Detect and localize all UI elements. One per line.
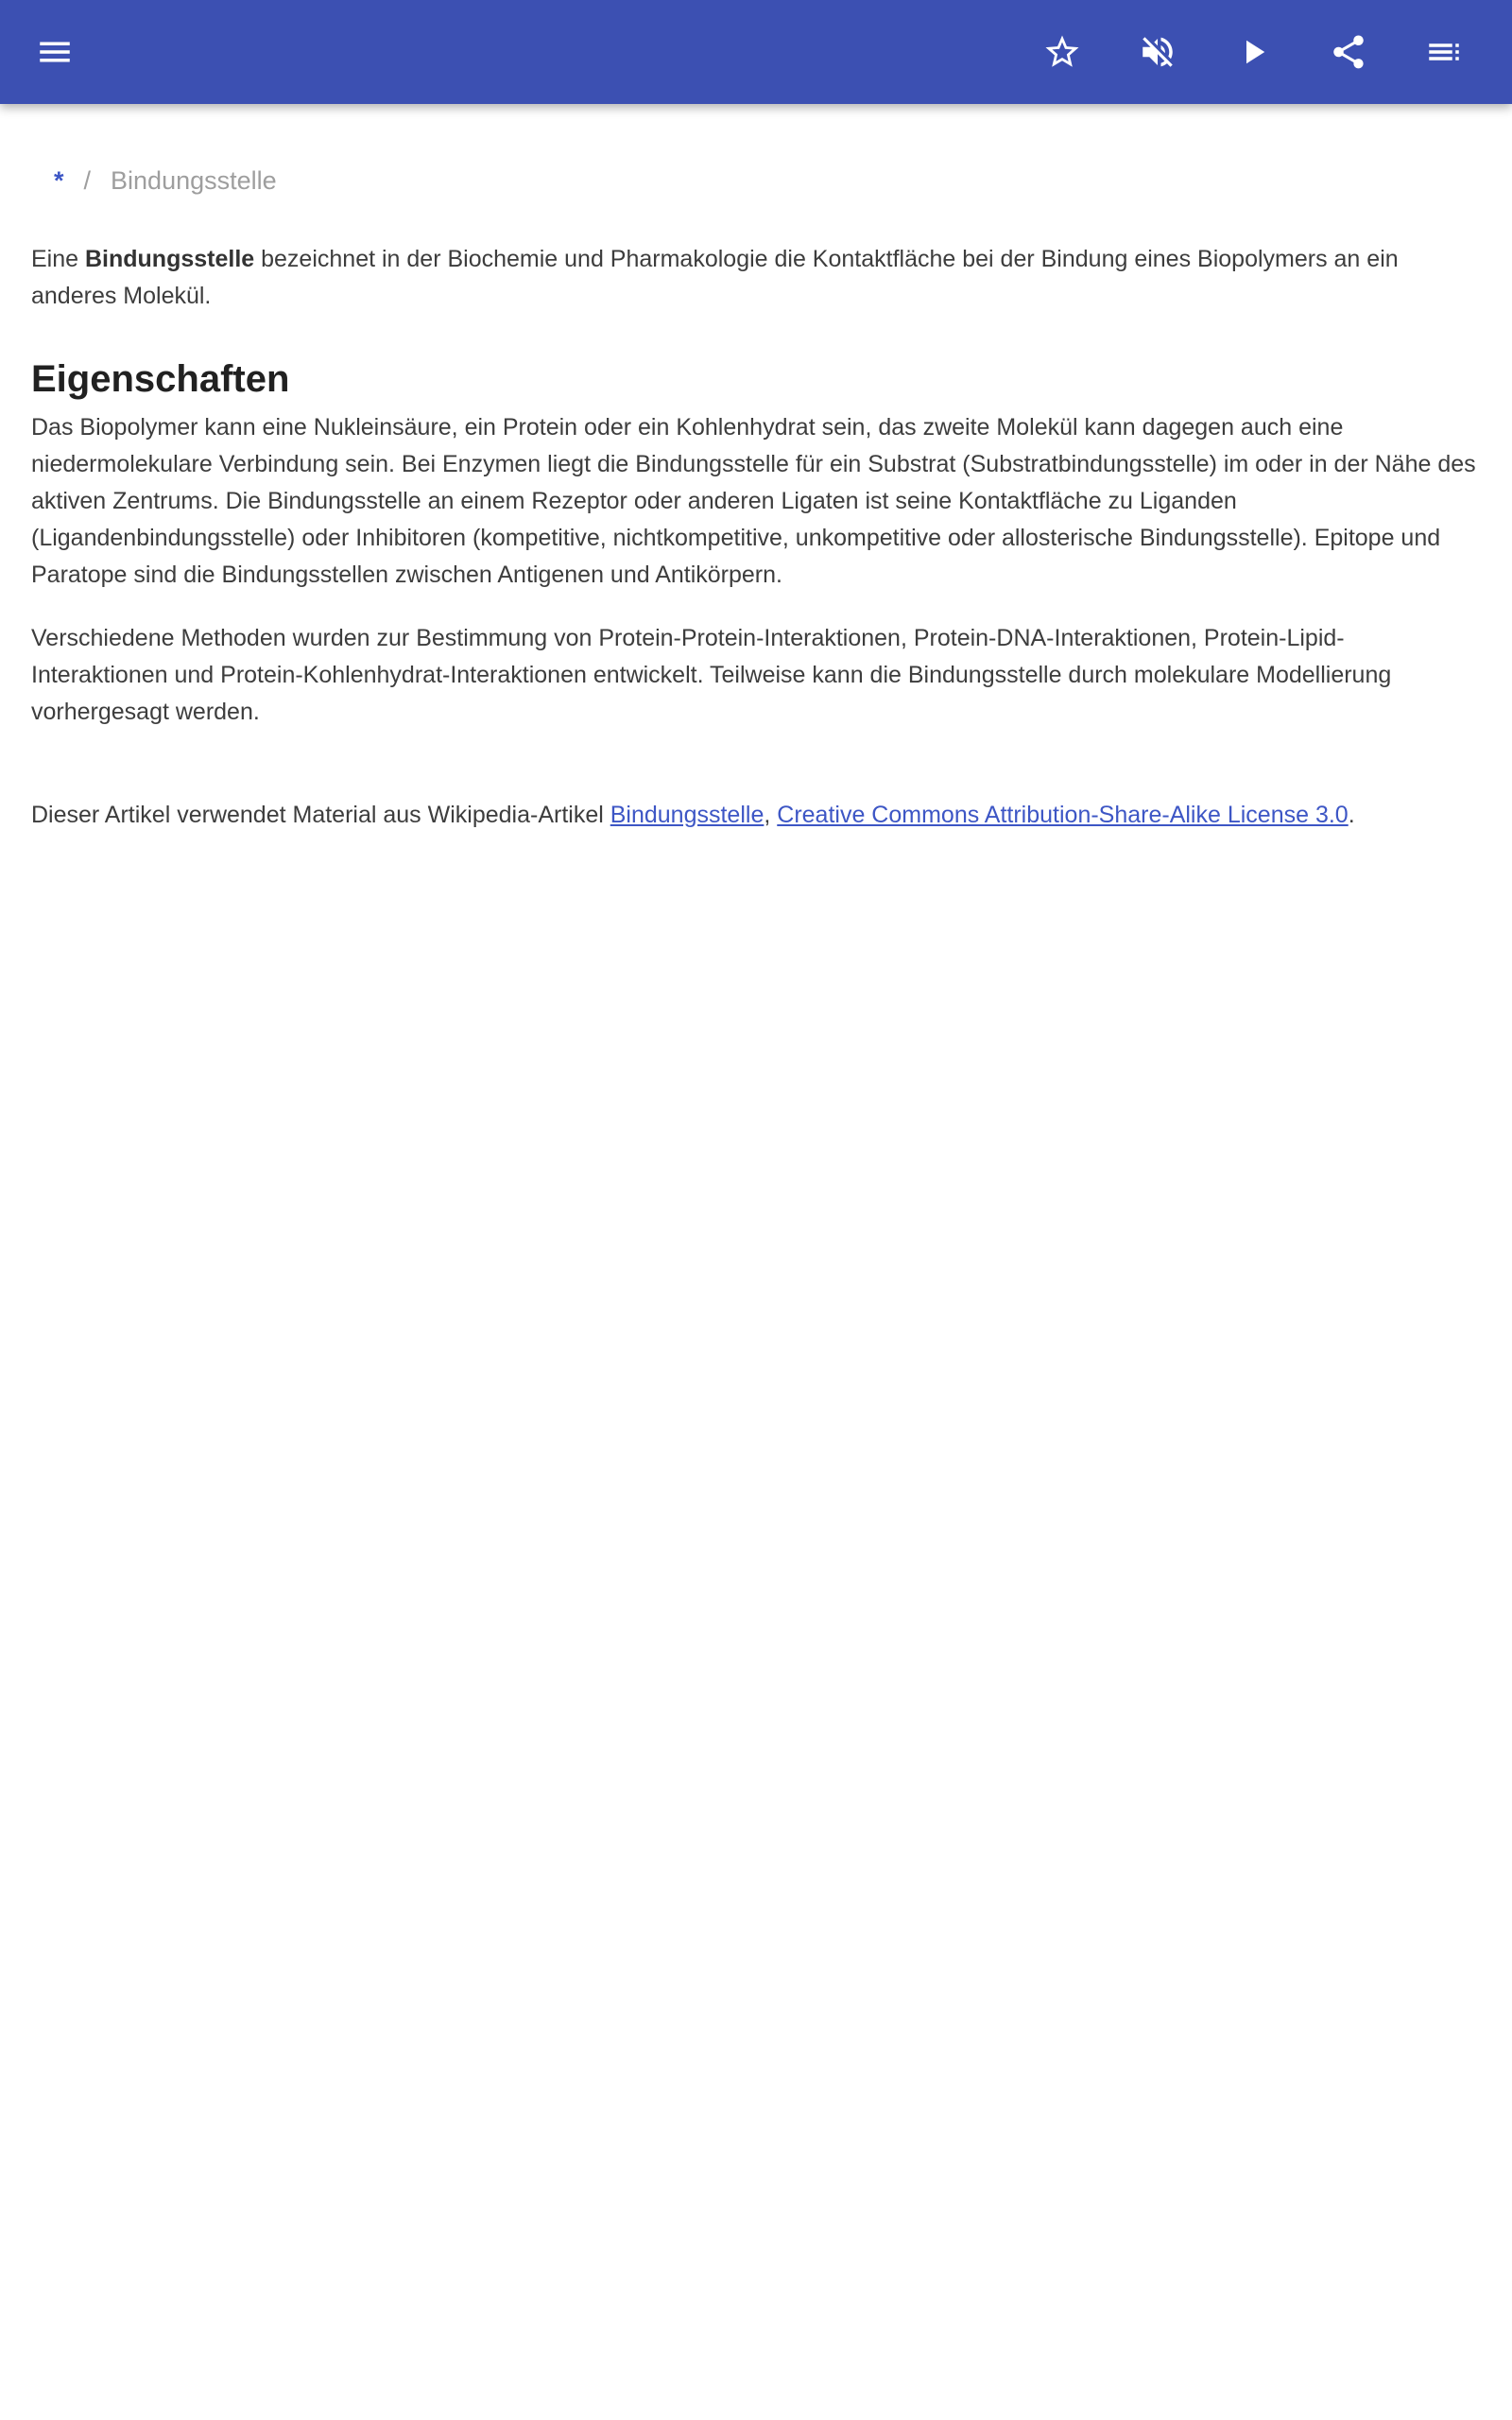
share-icon [1329,32,1368,72]
breadcrumb-current: Bindungsstelle [111,166,277,195]
intro-text-prefix: Eine [31,246,85,272]
toc-icon [1424,32,1464,72]
attribution-period: . [1348,802,1355,828]
app-bar [0,0,1512,104]
section-paragraph-2: Verschiedene Methoden wurden zur Bestimmung von Protein-Protein-Interaktionen, Protein-DNA-Interaktionen, Protein-Lipid-Interaktionen und Protein-Kohlenhydrat-Interaktionen entwickelt. Teilweise kann die Bindungsstelle durch molekulare Modellierung vorhergesagt werden. [31,625,1392,725]
intro-paragraph [31,241,1481,315]
section-paragraph-1: Das Biopolymer kann eine Nukleinsäure, ein Protein oder ein Kohlenhydrat sein, das zweite Molekül kann dagegen auch eine niedermolekulare Verbindung sein. Bei Enzymen liegt die Bindungsstelle für ein Substrat (Substratbindungsstelle) im oder in der Nähe des aktiven Zentrums. Die Bindungsstelle an einem Rezeptor oder anderen Ligaten ist seine Kontaktfläche zu Liganden (Ligandenbindungsstelle) oder Inhibitoren (kompetitive, nichtkompetitive, unkompetitive oder allosterische Bindungsstelle). Epitope und Paratope sind die Bindungsstellen zwischen Antigenen und Antikörpern. [31,414,1476,588]
breadcrumb [54,163,1481,199]
breadcrumb-separator: / [83,166,92,195]
play-button[interactable] [1232,31,1274,73]
license-link[interactable]: Creative Commons Attribution-Share-Alike License 3.0 [777,802,1349,828]
app-bar-actions [1041,31,1465,73]
intro-text-rest: bezeichnet in der Biochemie und Pharmakologie die Kontaktfläche bei der Bindung eines Biopolymers an ein anderes Molekül. [31,246,1399,309]
mute-button[interactable] [1137,31,1178,73]
breadcrumb-root-link[interactable]: * [54,166,64,195]
attribution-line [31,797,1481,834]
intro-term: Bindungsstelle [84,246,255,272]
section-heading: Eigenschaften [31,358,290,400]
play-icon [1233,32,1273,72]
attribution-text: Dieser Artikel verwendet Material aus Wikipedia-Artikel [31,802,610,828]
wikipedia-article-link[interactable]: Bindungsstelle [610,802,765,828]
share-button[interactable] [1328,31,1369,73]
attribution-separator: , [764,802,778,828]
star-outline-icon [1042,32,1082,72]
toc-button[interactable] [1423,31,1465,73]
volume-off-icon [1138,32,1177,72]
menu-button[interactable] [34,31,76,73]
article-content [0,163,1512,834]
favorite-button[interactable] [1041,31,1083,73]
menu-icon [35,32,75,72]
